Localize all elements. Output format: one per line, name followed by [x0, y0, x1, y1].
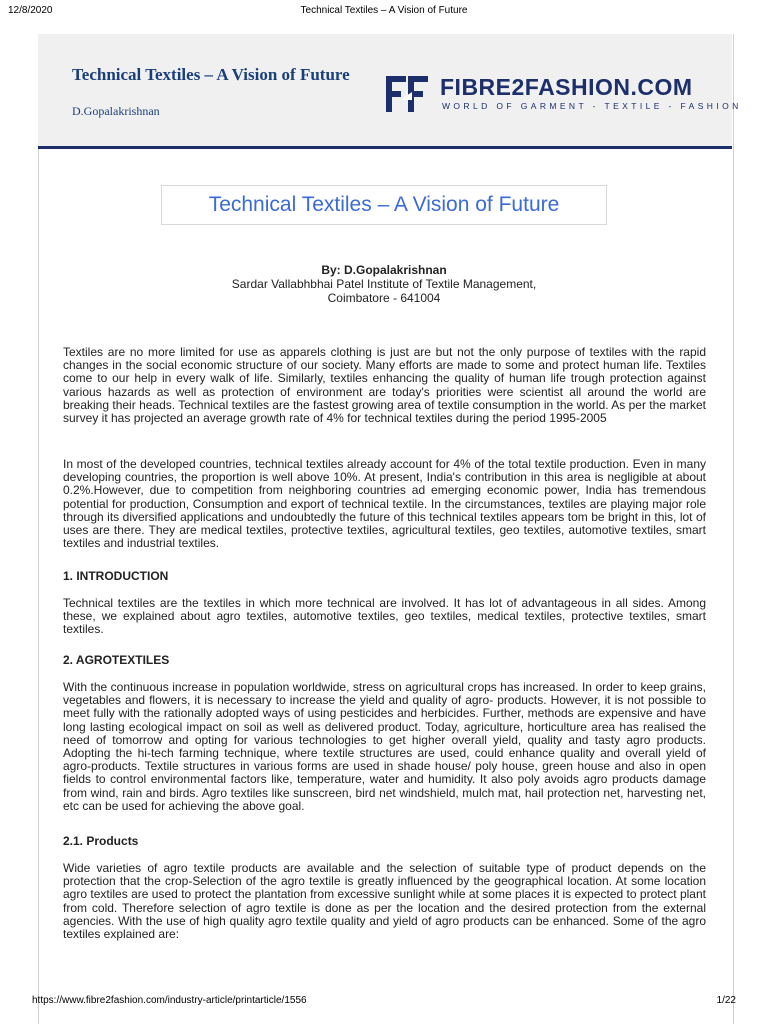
print-page-number: 1/22	[716, 995, 736, 1006]
banner-title[interactable]: Technical Textiles – A Vision of Future	[72, 65, 350, 84]
article-title-box	[161, 185, 607, 225]
site-banner	[38, 34, 742, 149]
author-location: Coimbatore - 641004	[327, 291, 441, 305]
paragraph-products: Wide varieties of agro textile products are available and the selection of suitable type of product depends on the protection that the crop-Selection of the agro textile is greatly influenced by the geographical location. At some location agro textiles are used to protect the plantation from excessive sunlight while at some places it is expected to protect plant from cold. Therefore selection of agro textile is done as per the location and the desired protection from the external agencies. With the use of high quality agro textile quality and yield of agro products can be enhanced. Some of the agro textiles explained are:	[63, 861, 706, 942]
article-title: Technical Textiles – A Vision of Future	[208, 193, 560, 216]
paragraph-agrotextiles: With the continuous increase in population worldwide, stress on agricultural crops has increased. In order to keep grains, vegetables and flowers, it is necessary to increase the yield and quality of agro- products. However, it is not possible to meet fully with the rationally adopted ways of using pesticides and herbicides. Further, methods are expensive and have long lasting ecological impact on soil as well as delivered product. Today, agriculture, horticulture area has realised the need of tomorrow and opting for various technologies to get higher overall yield, quality and tasty agro products. Adopting the hi-tech farming technique, where textile structures are used, could enhance quality and overall yield of agro-products. Textile structures in various forms are used in shade house/ poly house, green house and also in open fields to control environmental factors like, temperature, water and humidity. It also poly avoids agro products damage from wind, rain and birds. Agro textiles like sunscreen, bird net windshield, mulch mat, hail protection net, harvesting net, etc can be used for achieving the above goal.	[63, 680, 706, 813]
ff-logo-icon	[386, 76, 430, 112]
paragraph-intro: Textiles are no more limited for use as apparels clothing is just are but not the only purpose of textiles with the rapid changes in the social economic structure of our society. Many efforts are made to some and protect human life. Textiles come to our help in every walk of life. Similarly, textiles enhancing the quality of human life trough protection against various hazards as well as protection of environment are today's priorities were scientist all around the world are breaking their heads. Technical textiles are the fastest growing area of textile consumption in the world. As per the market survey it has projected an average growth rate of 4% for technical textiles during the period 1995-2005	[63, 345, 706, 426]
article-byline: By: D.Gopalakrishnan	[321, 263, 447, 277]
fibre2fashion-logo[interactable]	[386, 74, 742, 114]
print-footer-url: https://www.fibre2fashion.com/industry-article/printarticle/1556	[32, 995, 307, 1006]
print-date: 12/8/2020	[8, 5, 53, 16]
print-header-title: Technical Textiles – A Vision of Future	[300, 5, 468, 16]
section-heading-agrotextiles: 2. AGROTEXTILES	[63, 653, 170, 667]
section-heading-products: 2.1. Products	[63, 834, 139, 848]
logo-tagline: WORLD OF GARMENT - TEXTILE - FASHION	[442, 101, 742, 111]
author-affiliation: Sardar Vallabhbhai Patel Institute of Textile Management,	[231, 277, 537, 291]
paragraph-developed-countries: In most of the developed countries, technical textiles already account for 4% of the total textile production. Even in many developing countries, the proportion is well above 10%. At present, India's contribution in this area is negligible at about 0.2%.However, due to competition from neighboring countries ad emerging economic power, India has tremendous potential for production, Consumption and export of technical textile. In the circumstances, textiles are playing major role through its diversified applications and undoubtedly the future of this technical textiles appears tom be bright in this, lot of uses are there. They are medical textiles, protective textiles, agricultural textiles, geo textiles, automotive textiles, smart textiles and industrial textiles.	[63, 457, 706, 551]
section-heading-introduction: 1. INTRODUCTION	[63, 569, 169, 583]
banner-author: D.Gopalakrishnan	[72, 104, 160, 118]
paragraph-introduction: Technical textiles are the textiles in which more technical are involved. It has lot of advantageous in all sides. Among these, we explained about agro textiles, automotive textiles, geo textiles, medical textiles, protective textiles, smart textiles.	[63, 596, 706, 637]
logo-wordmark: FIBRE2FASHION.COM	[440, 74, 693, 100]
